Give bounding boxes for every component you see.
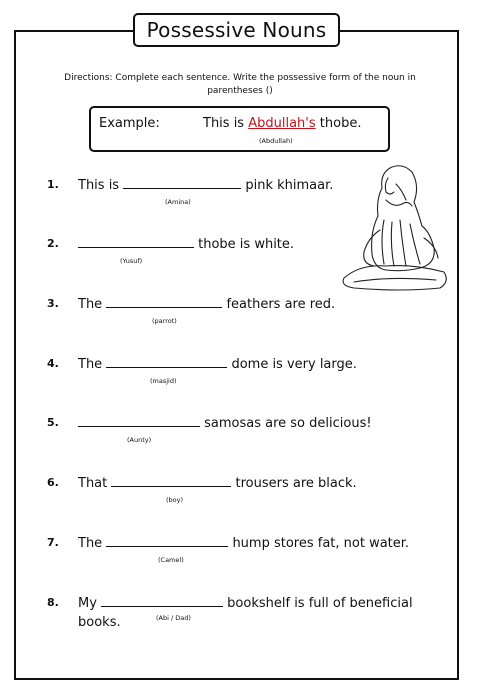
noun-hint: (parrot) bbox=[152, 317, 177, 325]
question-sentence bbox=[78, 295, 335, 312]
example-label: Example: bbox=[99, 116, 160, 131]
sentence-before: The bbox=[78, 357, 107, 372]
example-hint: (Abdullah) bbox=[259, 137, 293, 145]
answer-blank[interactable] bbox=[123, 176, 241, 189]
question-number: 6. bbox=[47, 476, 59, 489]
sentence-before: The bbox=[78, 536, 107, 551]
question-sentence bbox=[78, 235, 294, 252]
question-number: 8. bbox=[47, 596, 59, 609]
noun-hint: (masjid) bbox=[150, 377, 177, 385]
page-title: Possessive Nouns bbox=[133, 13, 340, 47]
example-answer: Abdullah's bbox=[248, 116, 316, 131]
answer-blank[interactable] bbox=[106, 534, 228, 547]
question-number: 7. bbox=[47, 536, 59, 549]
sentence-after: pink khimaar. bbox=[241, 178, 334, 193]
sentence-before: That bbox=[78, 476, 112, 491]
question-sentence bbox=[78, 594, 413, 611]
sentence-before: My bbox=[78, 596, 102, 611]
noun-hint: (Yusuf) bbox=[120, 257, 143, 265]
praying-girl-illustration bbox=[340, 160, 452, 292]
answer-blank[interactable] bbox=[106, 295, 222, 308]
sentence-after: dome is very large. bbox=[227, 357, 357, 372]
sentence-before: The bbox=[78, 297, 107, 312]
question-sentence bbox=[78, 355, 357, 372]
sentence-continuation: books. bbox=[78, 615, 121, 630]
noun-hint: (Abi / Dad) bbox=[156, 614, 191, 622]
answer-blank[interactable] bbox=[78, 414, 200, 427]
question-sentence bbox=[78, 414, 372, 431]
sentence-before: This is bbox=[78, 178, 124, 193]
answer-blank[interactable] bbox=[111, 474, 231, 487]
noun-hint: (Amina) bbox=[165, 198, 191, 206]
question-sentence bbox=[78, 474, 357, 491]
question-sentence bbox=[78, 176, 333, 193]
sentence-after: samosas are so delicious! bbox=[200, 416, 372, 431]
noun-hint: (boy) bbox=[166, 496, 184, 504]
answer-blank[interactable] bbox=[106, 355, 227, 368]
question-number: 3. bbox=[47, 297, 59, 310]
answer-blank[interactable] bbox=[101, 594, 223, 607]
directions-text: Directions: Complete each sentence. Write the possessive form of the noun in parentheses () bbox=[64, 73, 416, 96]
sentence-after: trousers are black. bbox=[231, 476, 357, 491]
question-number: 4. bbox=[47, 357, 59, 370]
answer-blank[interactable] bbox=[78, 235, 194, 248]
question-number: 5. bbox=[47, 416, 59, 429]
sentence-after: bookshelf is full of beneficial bbox=[223, 596, 413, 611]
example-before: This is bbox=[203, 116, 249, 131]
noun-hint: (Aunty) bbox=[127, 436, 152, 444]
sentence-after: hump stores fat, not water. bbox=[228, 536, 410, 551]
example-sentence bbox=[203, 116, 361, 131]
question-sentence bbox=[78, 534, 409, 551]
noun-hint: (Camel) bbox=[158, 556, 184, 564]
example-after: thobe. bbox=[315, 116, 362, 131]
example-box bbox=[89, 106, 390, 152]
sentence-after: feathers are red. bbox=[222, 297, 336, 312]
sentence-after: thobe is white. bbox=[194, 237, 295, 252]
question-number: 2. bbox=[47, 237, 59, 250]
question-number: 1. bbox=[47, 178, 59, 191]
